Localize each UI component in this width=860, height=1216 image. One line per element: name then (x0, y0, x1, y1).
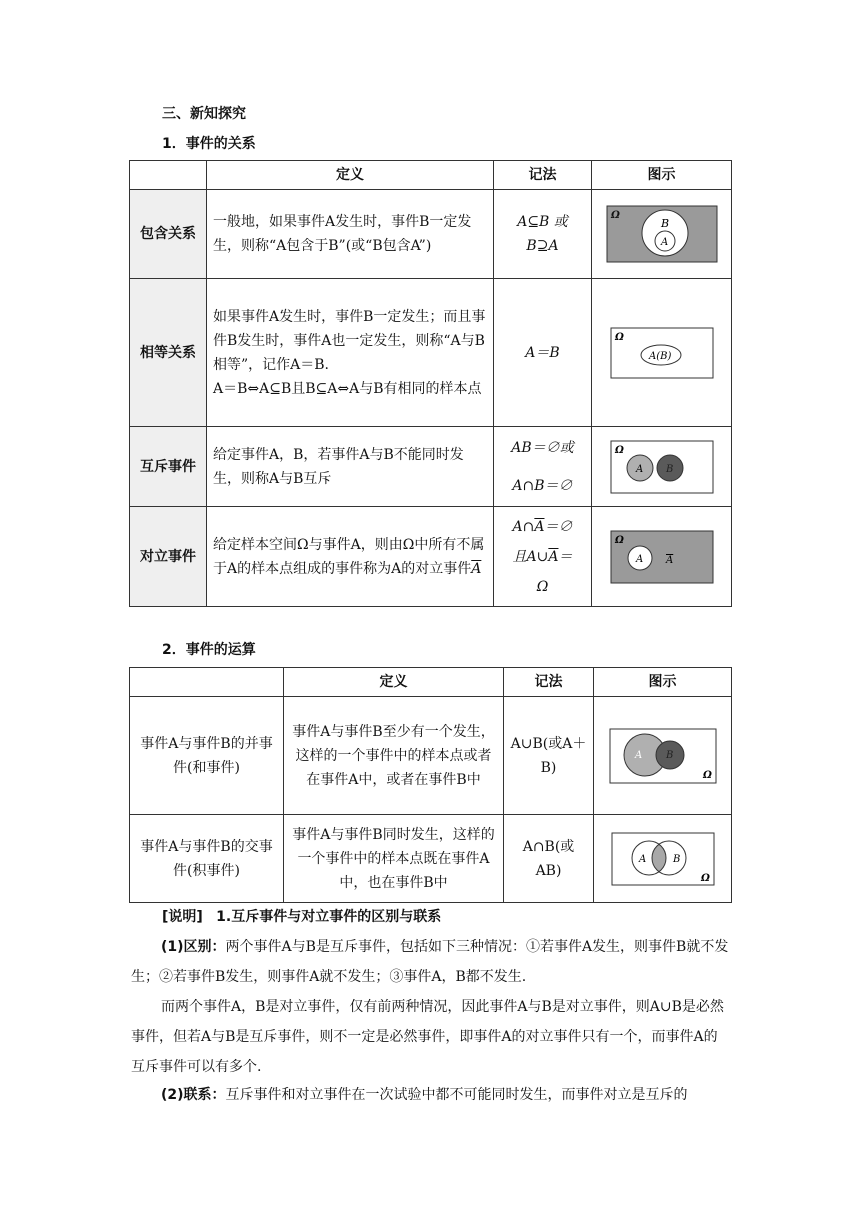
row-name: 对立事件 (130, 507, 207, 607)
note-paragraph-contrast: 而两个事件A，B是对立事件，仅有前两种情况，因此事件A与B是对立事件，则A∪B是必然事件，但若A与B是互斥事件，则不一定是必然事件，即事件A的对立事件只有一个，而事件A的互斥事件可以有多个. (131, 999, 724, 1075)
mutually-exclusive-venn-diagram (610, 440, 714, 494)
table-header-row (130, 161, 732, 190)
note-tag: [说明] (162, 909, 203, 925)
row-name: 事件A与事件B的交事件(积事件) (130, 815, 284, 903)
svg-text:B: B (665, 463, 673, 475)
row-name: 互斥事件 (130, 427, 207, 507)
row-diagram (592, 279, 732, 427)
row-name: 事件A与事件B的并事件(和事件) (130, 697, 284, 815)
row-notation: A⊆B 或 B⊇A (494, 190, 592, 279)
table-row (130, 279, 732, 427)
row-notation: A∪B(或A＋B) (504, 697, 594, 815)
table-row (130, 697, 732, 815)
union-venn-diagram (609, 728, 717, 784)
header-notation: 记法 (494, 161, 592, 190)
row-diagram (592, 190, 732, 279)
table-row (130, 507, 732, 607)
header-definition: 定义 (207, 161, 494, 190)
intersection-venn-diagram (611, 832, 715, 886)
row-diagram (594, 697, 732, 815)
svg-text:B: B (660, 217, 669, 230)
header-blank (130, 668, 284, 697)
row-diagram (592, 427, 732, 507)
row-notation: $A\cap\overline{A}=\emptyset$ 且$A\cup\overline{A}=$ Ω (494, 507, 592, 607)
row-name: 包含关系 (130, 190, 207, 279)
svg-text:Ω: Ω (614, 534, 624, 546)
complementary-venn-diagram (610, 530, 714, 584)
header-blank (130, 161, 207, 190)
row-notation: AB＝∅或 A∩B＝∅ (494, 427, 592, 507)
table-row (130, 815, 732, 903)
table-header-row (130, 668, 732, 697)
svg-text:A: A (634, 749, 642, 761)
svg-text:A(B): A(B) (648, 350, 671, 362)
row-diagram (594, 815, 732, 903)
subsection-heading-relations: 1．事件的关系 (162, 136, 256, 152)
svg-text:A: A (660, 237, 668, 248)
section-heading: 三、新知探究 (162, 106, 246, 122)
row-definition: 事件A与事件B至少有一个发生，这样的一个事件中的样本点或者在事件A中，或者在事件B中 (284, 697, 504, 815)
row-diagram (592, 507, 732, 607)
svg-text:Ω: Ω (614, 444, 624, 456)
table-row (130, 427, 732, 507)
note-paragraph-connection: (2)联系：互斥事件和对立事件在一次试验中都不可能同时发生，而事件对立是互斥的 (161, 1087, 688, 1103)
svg-text:B: B (672, 853, 680, 865)
row-notation: A∩B(或AB) (504, 815, 594, 903)
note-title-line (162, 902, 732, 932)
equal-venn-diagram (610, 327, 714, 379)
row-definition: 如果事件A发生时，事件B一定发生；而且事件B发生时，事件A也一定发生，则称“A与B相等”，记作A＝B. A＝B⇔A⊆B且B⊆A⇔A与B有相同的样本点 (207, 279, 494, 427)
header-diagram: 图示 (592, 161, 732, 190)
row-definition: 给定样本空间Ω与事件A，则由Ω中所有不属于A的样本点组成的事件称为A的对立事件$\overline{A}$ (207, 507, 494, 607)
subset-venn-diagram (606, 205, 718, 263)
svg-text:Ω: Ω (614, 331, 624, 343)
header-diagram: 图示 (594, 668, 732, 697)
svg-text:Ω: Ω (702, 769, 712, 781)
row-definition: 事件A与事件B同时发生，这样的一个事件中的样本点既在事件A中，也在事件B中 (284, 815, 504, 903)
svg-text:Ω: Ω (610, 210, 620, 221)
subsection-heading-operations: 2．事件的运算 (162, 642, 256, 658)
table-row (130, 190, 732, 279)
svg-text:A: A (635, 553, 643, 565)
row-definition: 一般地，如果事件A发生时，事件B一定发生，则称“A包含于B”(或“B包含A”) (207, 190, 494, 279)
event-operations-table (129, 667, 732, 903)
svg-text:B: B (665, 749, 673, 761)
header-notation: 记法 (504, 668, 594, 697)
note-paragraph-difference: (1)区别：两个事件A与B是互斥事件，包括如下三种情况：①若事件A发生，则事件B就不发生；②若事件B发生，则事件A就不发生；③事件A，B都不发生. (131, 939, 729, 985)
event-relations-table (129, 160, 732, 607)
header-definition: 定义 (284, 668, 504, 697)
svg-text:Ω: Ω (700, 872, 710, 884)
svg-text:A: A (638, 853, 646, 865)
row-name: 相等关系 (130, 279, 207, 427)
note-title: 1.互斥事件与对立事件的区别与联系 (216, 909, 442, 925)
svg-text:A: A (635, 463, 643, 475)
row-notation: A＝B (494, 279, 592, 427)
row-definition: 给定事件A，B，若事件A与B不能同时发生，则称A与B互斥 (207, 427, 494, 507)
svg-text:A: A (665, 554, 673, 566)
